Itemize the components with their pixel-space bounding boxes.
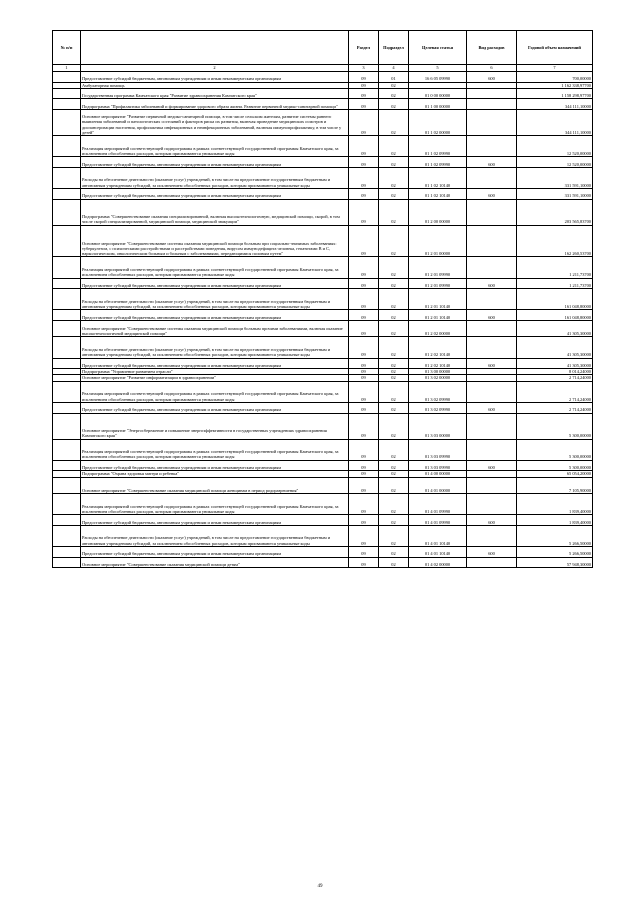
cell-section: 09 <box>349 439 379 460</box>
cell-number <box>53 402 81 413</box>
cell-subsection: 02 <box>379 525 409 546</box>
cell-name: Основное мероприятие "Совершенствование системы оказания медицинской помощи больным при социально-значимых заболеваниях: туберкулезом, с психическими расстройствами и расстройствами поведения, вирусом иммунодефицита человека, гепатитами В и С, наркологическим, онкологическим больным и больным с заболеваниями, передающимися половым путем" <box>81 225 349 257</box>
table-row <box>53 525 593 546</box>
cell-amount: 5 266,50000 <box>517 525 593 546</box>
cell-name: Предоставление субсидий бюджетным, автономным учреждениям и иным некоммерческим организациям <box>81 358 349 369</box>
cell-section: 09 <box>349 289 379 310</box>
table-row <box>53 557 593 568</box>
table-row <box>53 460 593 471</box>
table-body <box>53 72 593 568</box>
cell-expense-type: 600 <box>467 460 517 471</box>
cell-expense-type <box>467 88 517 99</box>
cell-name: Предоставление субсидий бюджетным, автономным учреждениям и иным некоммерческим организациям <box>81 189 349 200</box>
cell-number <box>53 72 81 83</box>
cell-target: 01 2 01 10140 <box>409 289 467 310</box>
cell-target: 01 2 01 00000 <box>409 225 467 257</box>
cell-section: 09 <box>349 337 379 358</box>
cell-amount: 331 591,10000 <box>517 189 593 200</box>
cell-name: Реализация мероприятий соответствующей подпрограммы в рамках соответствующей государственной программы Камчатского края, за исключением обособленных расходов, которым присваиваются уникальные коды <box>81 439 349 460</box>
cell-amount: 1 839,40000 <box>517 515 593 526</box>
cell-target: 01 3 03 09990 <box>409 439 467 460</box>
table-row <box>53 402 593 413</box>
cell-target: 01 2 01 09990 <box>409 278 467 289</box>
column-number: 1 <box>53 65 81 72</box>
cell-section: 09 <box>349 477 379 493</box>
table-row <box>53 157 593 168</box>
column-number: 5 <box>409 65 467 72</box>
cell-number <box>53 547 81 558</box>
cell-target: 01 4 01 10140 <box>409 525 467 546</box>
cell-target: 01 1 02 09990 <box>409 157 467 168</box>
budget-table <box>52 30 593 568</box>
cell-amount: 41 305,30000 <box>517 358 593 369</box>
cell-target: 16 6 05 09990 <box>409 72 467 83</box>
cell-target: 01 1 02 00000 <box>409 110 467 136</box>
column-number: 7 <box>517 65 593 72</box>
cell-subsection: 02 <box>379 225 409 257</box>
page-number: 49 <box>317 884 323 889</box>
table-row <box>53 99 593 110</box>
column-number: 6 <box>467 65 517 72</box>
table-row <box>53 439 593 460</box>
cell-name: Реализация мероприятий соответствующей подпрограммы в рамках соответствующей государственной программы Камчатского края, за исключением обособленных расходов, которым присваиваются уникальные коды <box>81 494 349 515</box>
cell-subsection: 02 <box>379 99 409 110</box>
cell-amount: 161 048,80000 <box>517 289 593 310</box>
cell-amount: 41 305,30000 <box>517 337 593 358</box>
cell-target: 01 2 01 10140 <box>409 310 467 321</box>
cell-name: Расходы на обеспечение деятельности (оказание услуг) учреждений, в том числе на предоставление государственным бюджетным и автономным учреждениям субсидий, за исключением обособленных расходов, которым присваиваются уникальные коды <box>81 525 349 546</box>
cell-number <box>53 310 81 321</box>
cell-expense-type <box>467 381 517 402</box>
header-subsection: Подраздел <box>379 31 409 65</box>
cell-expense-type <box>467 439 517 460</box>
cell-subsection: 02 <box>379 402 409 413</box>
cell-subsection: 02 <box>379 375 409 381</box>
cell-target: 01 1 02 09990 <box>409 136 467 157</box>
cell-expense-type: 600 <box>467 157 517 168</box>
cell-amount: 1 211,73700 <box>517 257 593 278</box>
cell-name: Предоставление субсидий бюджетным, автономным учреждениям и иным некоммерческим организациям <box>81 515 349 526</box>
cell-subsection: 02 <box>379 199 409 225</box>
cell-subsection: 02 <box>379 337 409 358</box>
cell-target: 01 2 02 00000 <box>409 321 467 337</box>
cell-section: 09 <box>349 278 379 289</box>
table-row <box>53 337 593 358</box>
cell-name: Подпрограмма "Совершенствование оказания специализированной, включая высокотехнологичную, медицинской помощи, скорой, в том числе скорой специализированной, медицинской помощи, медицинской эвакуации" <box>81 199 349 225</box>
cell-number <box>53 413 81 439</box>
cell-target: 01 4 01 09990 <box>409 494 467 515</box>
table-row <box>53 494 593 515</box>
cell-section: 09 <box>349 381 379 402</box>
cell-number <box>53 225 81 257</box>
cell-number <box>53 110 81 136</box>
cell-section: 09 <box>349 110 379 136</box>
cell-subsection: 02 <box>379 321 409 337</box>
cell-number <box>53 381 81 402</box>
table-row <box>53 189 593 200</box>
cell-subsection: 02 <box>379 547 409 558</box>
header-name <box>81 31 349 65</box>
cell-expense-type <box>467 557 517 568</box>
cell-name: Предоставление субсидий бюджетным, автономным учреждениям и иным некоммерческим организациям <box>81 310 349 321</box>
cell-subsection: 02 <box>379 82 409 88</box>
cell-subsection: 02 <box>379 557 409 568</box>
cell-number <box>53 99 81 110</box>
cell-number <box>53 337 81 358</box>
cell-subsection: 02 <box>379 413 409 439</box>
header-expense-type: Вид расходов <box>467 31 517 65</box>
cell-number <box>53 88 81 99</box>
cell-subsection: 02 <box>379 157 409 168</box>
cell-target: 01 0 00 00000 <box>409 88 467 99</box>
cell-target: 01 3 02 09990 <box>409 402 467 413</box>
cell-target: 01 1 02 10140 <box>409 189 467 200</box>
cell-expense-type <box>467 225 517 257</box>
cell-amount: 344 111,10000 <box>517 99 593 110</box>
cell-section: 09 <box>349 375 379 381</box>
cell-subsection: 02 <box>379 310 409 321</box>
cell-amount: 344 111,10000 <box>517 110 593 136</box>
cell-name: Основное мероприятие "Совершенствование оказания медицинской помощи женщинам в период родоразрешения" <box>81 477 349 493</box>
cell-expense-type <box>467 110 517 136</box>
cell-number <box>53 167 81 188</box>
cell-amount: 5 266,50000 <box>517 547 593 558</box>
cell-number <box>53 157 81 168</box>
cell-subsection: 02 <box>379 88 409 99</box>
cell-section: 09 <box>349 136 379 157</box>
cell-name: Предоставление субсидий бюджетным, автономным учреждениям и иным некоммерческим организациям <box>81 278 349 289</box>
cell-target: 01 2 02 10140 <box>409 358 467 369</box>
cell-subsection: 02 <box>379 110 409 136</box>
table-row <box>53 321 593 337</box>
cell-target: 01 4 01 00000 <box>409 477 467 493</box>
table-row <box>53 289 593 310</box>
cell-section: 09 <box>349 413 379 439</box>
cell-number <box>53 525 81 546</box>
cell-target: 01 1 00 00000 <box>409 99 467 110</box>
cell-target: 01 4 00 00000 <box>409 471 467 477</box>
cell-name: Предоставление субсидий бюджетным, автономным учреждениям и иным некоммерческим организациям <box>81 547 349 558</box>
cell-subsection: 02 <box>379 494 409 515</box>
cell-name: Расходы на обеспечение деятельности (оказание услуг) учреждений, в том числе на предоставление государственным бюджетным и автономным учреждениям субсидий, за исключением обособленных расходов, которым присваиваются уникальные коды <box>81 289 349 310</box>
cell-name: Подпрограмма "Охрана здоровья матери и ребенка" <box>81 471 349 477</box>
cell-subsection: 02 <box>379 515 409 526</box>
cell-subsection: 02 <box>379 460 409 471</box>
cell-subsection: 01 <box>379 72 409 83</box>
cell-section: 09 <box>349 557 379 568</box>
cell-amount: 203 565,83700 <box>517 199 593 225</box>
table-row <box>53 547 593 558</box>
cell-number <box>53 515 81 526</box>
cell-target: 01 3 03 09990 <box>409 460 467 471</box>
cell-amount: 12 520,00000 <box>517 136 593 157</box>
cell-section: 09 <box>349 82 379 88</box>
cell-name: Предоставление субсидий бюджетным, автономным учреждениям и иным некоммерческим организациям <box>81 402 349 413</box>
cell-subsection: 02 <box>379 471 409 477</box>
cell-expense-type: 600 <box>467 72 517 83</box>
table-row <box>53 136 593 157</box>
table-row <box>53 358 593 369</box>
cell-section: 09 <box>349 189 379 200</box>
cell-number <box>53 494 81 515</box>
header-amount: Годовой объем назначений <box>517 31 593 65</box>
cell-expense-type <box>467 199 517 225</box>
column-number: 3 <box>349 65 379 72</box>
column-number-row <box>53 65 593 72</box>
cell-expense-type: 600 <box>467 358 517 369</box>
cell-amount: 65 054,20000 <box>517 471 593 477</box>
cell-name: Основное мероприятие "Совершенствование системы оказания медицинской помощи больным прочими заболеваниями, включая оказание высокотехнологичной медицинской помощи" <box>81 321 349 337</box>
cell-amount: 12 520,00000 <box>517 157 593 168</box>
cell-name: Расходы на обеспечение деятельности (оказание услуг) учреждений, в том числе на предоставление государственным бюджетным и автономным учреждениям субсидий, за исключением обособленных расходов, которым присваиваются уникальные коды <box>81 337 349 358</box>
table-row <box>53 225 593 257</box>
cell-target: 01 2 02 10140 <box>409 337 467 358</box>
cell-expense-type <box>467 477 517 493</box>
column-number: 4 <box>379 65 409 72</box>
cell-name: Амбулаторная помощь <box>81 82 349 88</box>
cell-target: 01 3 02 09990 <box>409 381 467 402</box>
header-number: № п/п <box>53 31 81 65</box>
cell-expense-type: 600 <box>467 278 517 289</box>
table-row <box>53 199 593 225</box>
cell-section: 09 <box>349 88 379 99</box>
cell-number <box>53 199 81 225</box>
cell-section: 09 <box>349 547 379 558</box>
cell-amount: 5 300,00000 <box>517 460 593 471</box>
cell-expense-type <box>467 494 517 515</box>
cell-name: Предоставление субсидий бюджетным, автономным учреждениям и иным некоммерческим организациям <box>81 157 349 168</box>
cell-expense-type <box>467 321 517 337</box>
cell-section: 09 <box>349 358 379 369</box>
cell-amount: 8 014,24000 <box>517 369 593 375</box>
table-row <box>53 88 593 99</box>
cell-section: 09 <box>349 525 379 546</box>
cell-target: 01 4 01 09990 <box>409 515 467 526</box>
cell-section: 09 <box>349 494 379 515</box>
cell-name: Основное мероприятие "Совершенствование оказания медицинской помощи детям" <box>81 557 349 568</box>
cell-amount: 700,00000 <box>517 72 593 83</box>
cell-number <box>53 257 81 278</box>
cell-subsection: 02 <box>379 167 409 188</box>
cell-target: 01 4 02 00000 <box>409 557 467 568</box>
cell-name: Основное мероприятие "Развитие информатизации в здравоохранении" <box>81 375 349 381</box>
cell-subsection: 02 <box>379 381 409 402</box>
cell-subsection: 02 <box>379 189 409 200</box>
cell-number <box>53 321 81 337</box>
cell-name: Расходы на обеспечение деятельности (оказание услуг) учреждений, в том числе на предоставление государственным бюджетным и автономным учреждениям субсидий, за исключением обособленных расходов, которым присваиваются уникальные коды <box>81 167 349 188</box>
cell-number <box>53 439 81 460</box>
cell-amount: 2 714,24000 <box>517 375 593 381</box>
cell-section: 09 <box>349 157 379 168</box>
cell-subsection: 02 <box>379 439 409 460</box>
cell-subsection: 02 <box>379 358 409 369</box>
cell-expense-type <box>467 257 517 278</box>
cell-expense-type: 600 <box>467 402 517 413</box>
cell-expense-type <box>467 99 517 110</box>
cell-subsection: 02 <box>379 136 409 157</box>
cell-amount: 5 300,00000 <box>517 413 593 439</box>
table-row <box>53 110 593 136</box>
cell-expense-type <box>467 136 517 157</box>
cell-number <box>53 136 81 157</box>
cell-number <box>53 460 81 471</box>
table-row <box>53 477 593 493</box>
cell-expense-type <box>467 289 517 310</box>
cell-section: 09 <box>349 199 379 225</box>
cell-amount: 1 162 338,97700 <box>517 82 593 88</box>
cell-name: Реализация мероприятий соответствующей подпрограммы в рамках соответствующей государственной программы Камчатского края, за исключением обособленных расходов, которым присваиваются уникальные коды <box>81 381 349 402</box>
table-row <box>53 381 593 402</box>
cell-name: Предоставление субсидий бюджетным, автономным учреждениям и иным некоммерческим организациям <box>81 72 349 83</box>
cell-section: 09 <box>349 72 379 83</box>
cell-section: 09 <box>349 515 379 526</box>
cell-amount: 1 158 298,97700 <box>517 88 593 99</box>
cell-section: 09 <box>349 99 379 110</box>
cell-expense-type <box>467 525 517 546</box>
cell-amount: 57 948,30000 <box>517 557 593 568</box>
cell-section: 09 <box>349 471 379 477</box>
table-row <box>53 257 593 278</box>
cell-number <box>53 557 81 568</box>
cell-target: 01 2 00 00000 <box>409 199 467 225</box>
cell-amount: 1 839,40000 <box>517 494 593 515</box>
cell-target: 01 4 01 10140 <box>409 547 467 558</box>
header-section: Раздел <box>349 31 379 65</box>
table-row <box>53 310 593 321</box>
cell-subsection: 02 <box>379 257 409 278</box>
cell-target: 01 3 02 00000 <box>409 375 467 381</box>
table-row <box>53 278 593 289</box>
cell-name: Подпрограмма "Управление развитием отрасли" <box>81 369 349 375</box>
cell-section: 09 <box>349 257 379 278</box>
cell-number <box>53 189 81 200</box>
cell-target: 01 3 03 00000 <box>409 413 467 439</box>
cell-subsection: 02 <box>379 278 409 289</box>
cell-expense-type: 600 <box>467 189 517 200</box>
cell-amount: 2 714,24000 <box>517 381 593 402</box>
table-row <box>53 413 593 439</box>
cell-amount: 162 260,53700 <box>517 225 593 257</box>
cell-section: 09 <box>349 167 379 188</box>
budget-table-sheet <box>52 30 592 568</box>
cell-expense-type: 600 <box>467 515 517 526</box>
cell-number <box>53 358 81 369</box>
cell-target: 01 1 02 10140 <box>409 167 467 188</box>
cell-section: 09 <box>349 369 379 375</box>
cell-section: 09 <box>349 402 379 413</box>
cell-name: Основное мероприятие "Развитие первичной медико-санитарной помощи, в том числе сельским жителям, развитие системы раннего выявления заболеваний и патологических состояний и факторов риска их развития, включая проведение медицинских осмотров и диспансеризации населения, профилактика инфекционных и неинфекционных заболеваний, включая иммунопрофилактику, в том числе у детей" <box>81 110 349 136</box>
header-target: Целевая статья <box>409 31 467 65</box>
cell-section: 09 <box>349 460 379 471</box>
cell-subsection: 02 <box>379 289 409 310</box>
cell-amount: 331 591,10000 <box>517 167 593 188</box>
cell-amount: 41 305,30000 <box>517 321 593 337</box>
table-row <box>53 515 593 526</box>
cell-name: Реализация мероприятий соответствующей подпрограммы в рамках соответствующей государственной программы Камчатского края, за исключением обособленных расходов, которым присваиваются уникальные коды <box>81 136 349 157</box>
cell-number <box>53 278 81 289</box>
cell-amount: 5 300,00000 <box>517 439 593 460</box>
cell-expense-type: 600 <box>467 310 517 321</box>
cell-target: 01 3 00 00000 <box>409 369 467 375</box>
cell-section: 09 <box>349 225 379 257</box>
cell-expense-type: 600 <box>467 547 517 558</box>
cell-expense-type <box>467 167 517 188</box>
cell-subsection: 02 <box>379 369 409 375</box>
cell-expense-type <box>467 413 517 439</box>
cell-name: Предоставление субсидий бюджетным, автономным учреждениям и иным некоммерческим организациям <box>81 460 349 471</box>
cell-amount: 161 048,80000 <box>517 310 593 321</box>
cell-expense-type <box>467 337 517 358</box>
cell-name: Подпрограмма "Профилактика заболеваний и формирование здорового образа жизни. Развитие первичной медико-санитарной помощи" <box>81 99 349 110</box>
cell-amount: 7 105,90000 <box>517 477 593 493</box>
cell-amount: 2 714,24000 <box>517 402 593 413</box>
table-row <box>53 167 593 188</box>
table-row <box>53 72 593 83</box>
cell-name: Государственная программа Камчатского края "Развитие здравоохранения Камчатского края" <box>81 88 349 99</box>
header-row <box>53 31 593 65</box>
cell-name: Основное мероприятие "Энергосбережение и повышение энергоэффективности в государственных учреждениях здравоохранения Камчатского края" <box>81 413 349 439</box>
cell-number <box>53 289 81 310</box>
cell-section: 09 <box>349 310 379 321</box>
column-number: 2 <box>81 65 349 72</box>
cell-amount: 1 211,73700 <box>517 278 593 289</box>
cell-number <box>53 477 81 493</box>
cell-subsection: 02 <box>379 477 409 493</box>
cell-section: 09 <box>349 321 379 337</box>
cell-target: 01 2 01 09990 <box>409 257 467 278</box>
cell-name: Реализация мероприятий соответствующей подпрограммы в рамках соответствующей государственной программы Камчатского края, за исключением обособленных расходов, которым присваиваются уникальные коды <box>81 257 349 278</box>
